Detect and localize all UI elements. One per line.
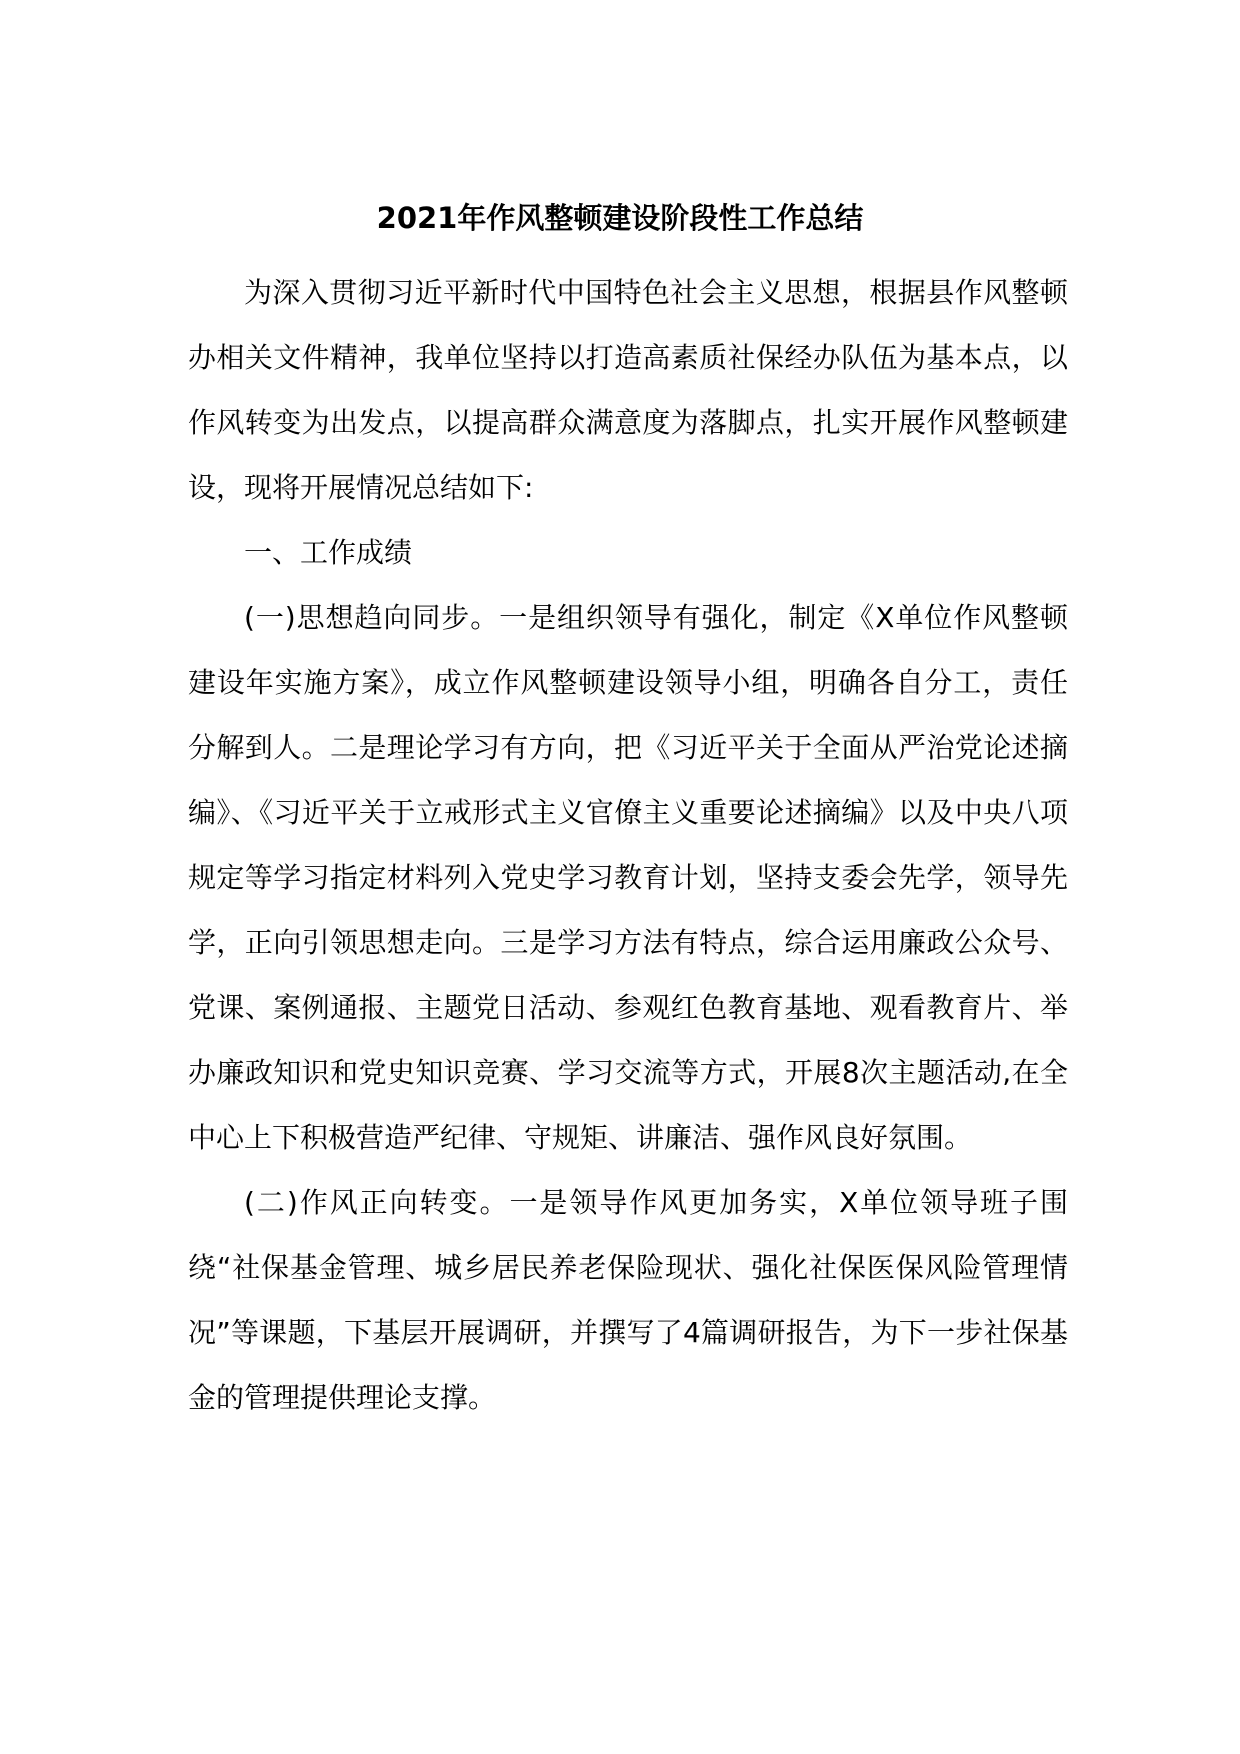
document-title: 2021年作风整顿建设阶段性工作总结 [376, 201, 864, 235]
section-heading: 一、工作成绩 [244, 536, 413, 569]
document-body [188, 260, 1068, 1430]
intro-paragraph: 为深入贯彻习近平新时代中国特色社会主义思想，根据县作风整顿办相关文件精神，我单位坚持以打造高素质社保经办队伍为基本点，以作风转变为出发点，以提高群众满意度为落脚点，扎实开展作风整顿建设，现将开展情况总结如下: [188, 276, 1068, 504]
body-paragraph: (二)作风正向转变。一是领导作风更加务实，X单位领导班子围绕“社保基金管理、城乡居民养老保险现状、强化社保医保风险管理情况”等课题，下基层开展调研，并撰写了4篇调研报告，为下一步社保基金的管理提供理论支撑。 [188, 1186, 1068, 1414]
body-paragraph: (一)思想趋向同步。一是组织领导有强化，制定《X单位作风整顿建设年实施方案》，成立作风整顿建设领导小组，明确各自分工，责任分解到人。二是理论学习有方向，把《习近平关于全面从严治党论述摘编》、《习近平关于立戒形式主义官僚主义重要论述摘编》以及中央八项规定等学习指定材料列入党史学习教育计划，坚持支委会先学，领导先学，正向引领思想走向。三是学习方法有特点，综合运用廉政公众号、党课、案例通报、主题党日活动、参观红色教育基地、观看教育片、举办廉政知识和党史知识竞赛、学习交流等方式，开展8次主题活动,在全中心上下积极营造严纪律、守规矩、讲廉洁、强作风良好氛围。 [188, 601, 1068, 1154]
